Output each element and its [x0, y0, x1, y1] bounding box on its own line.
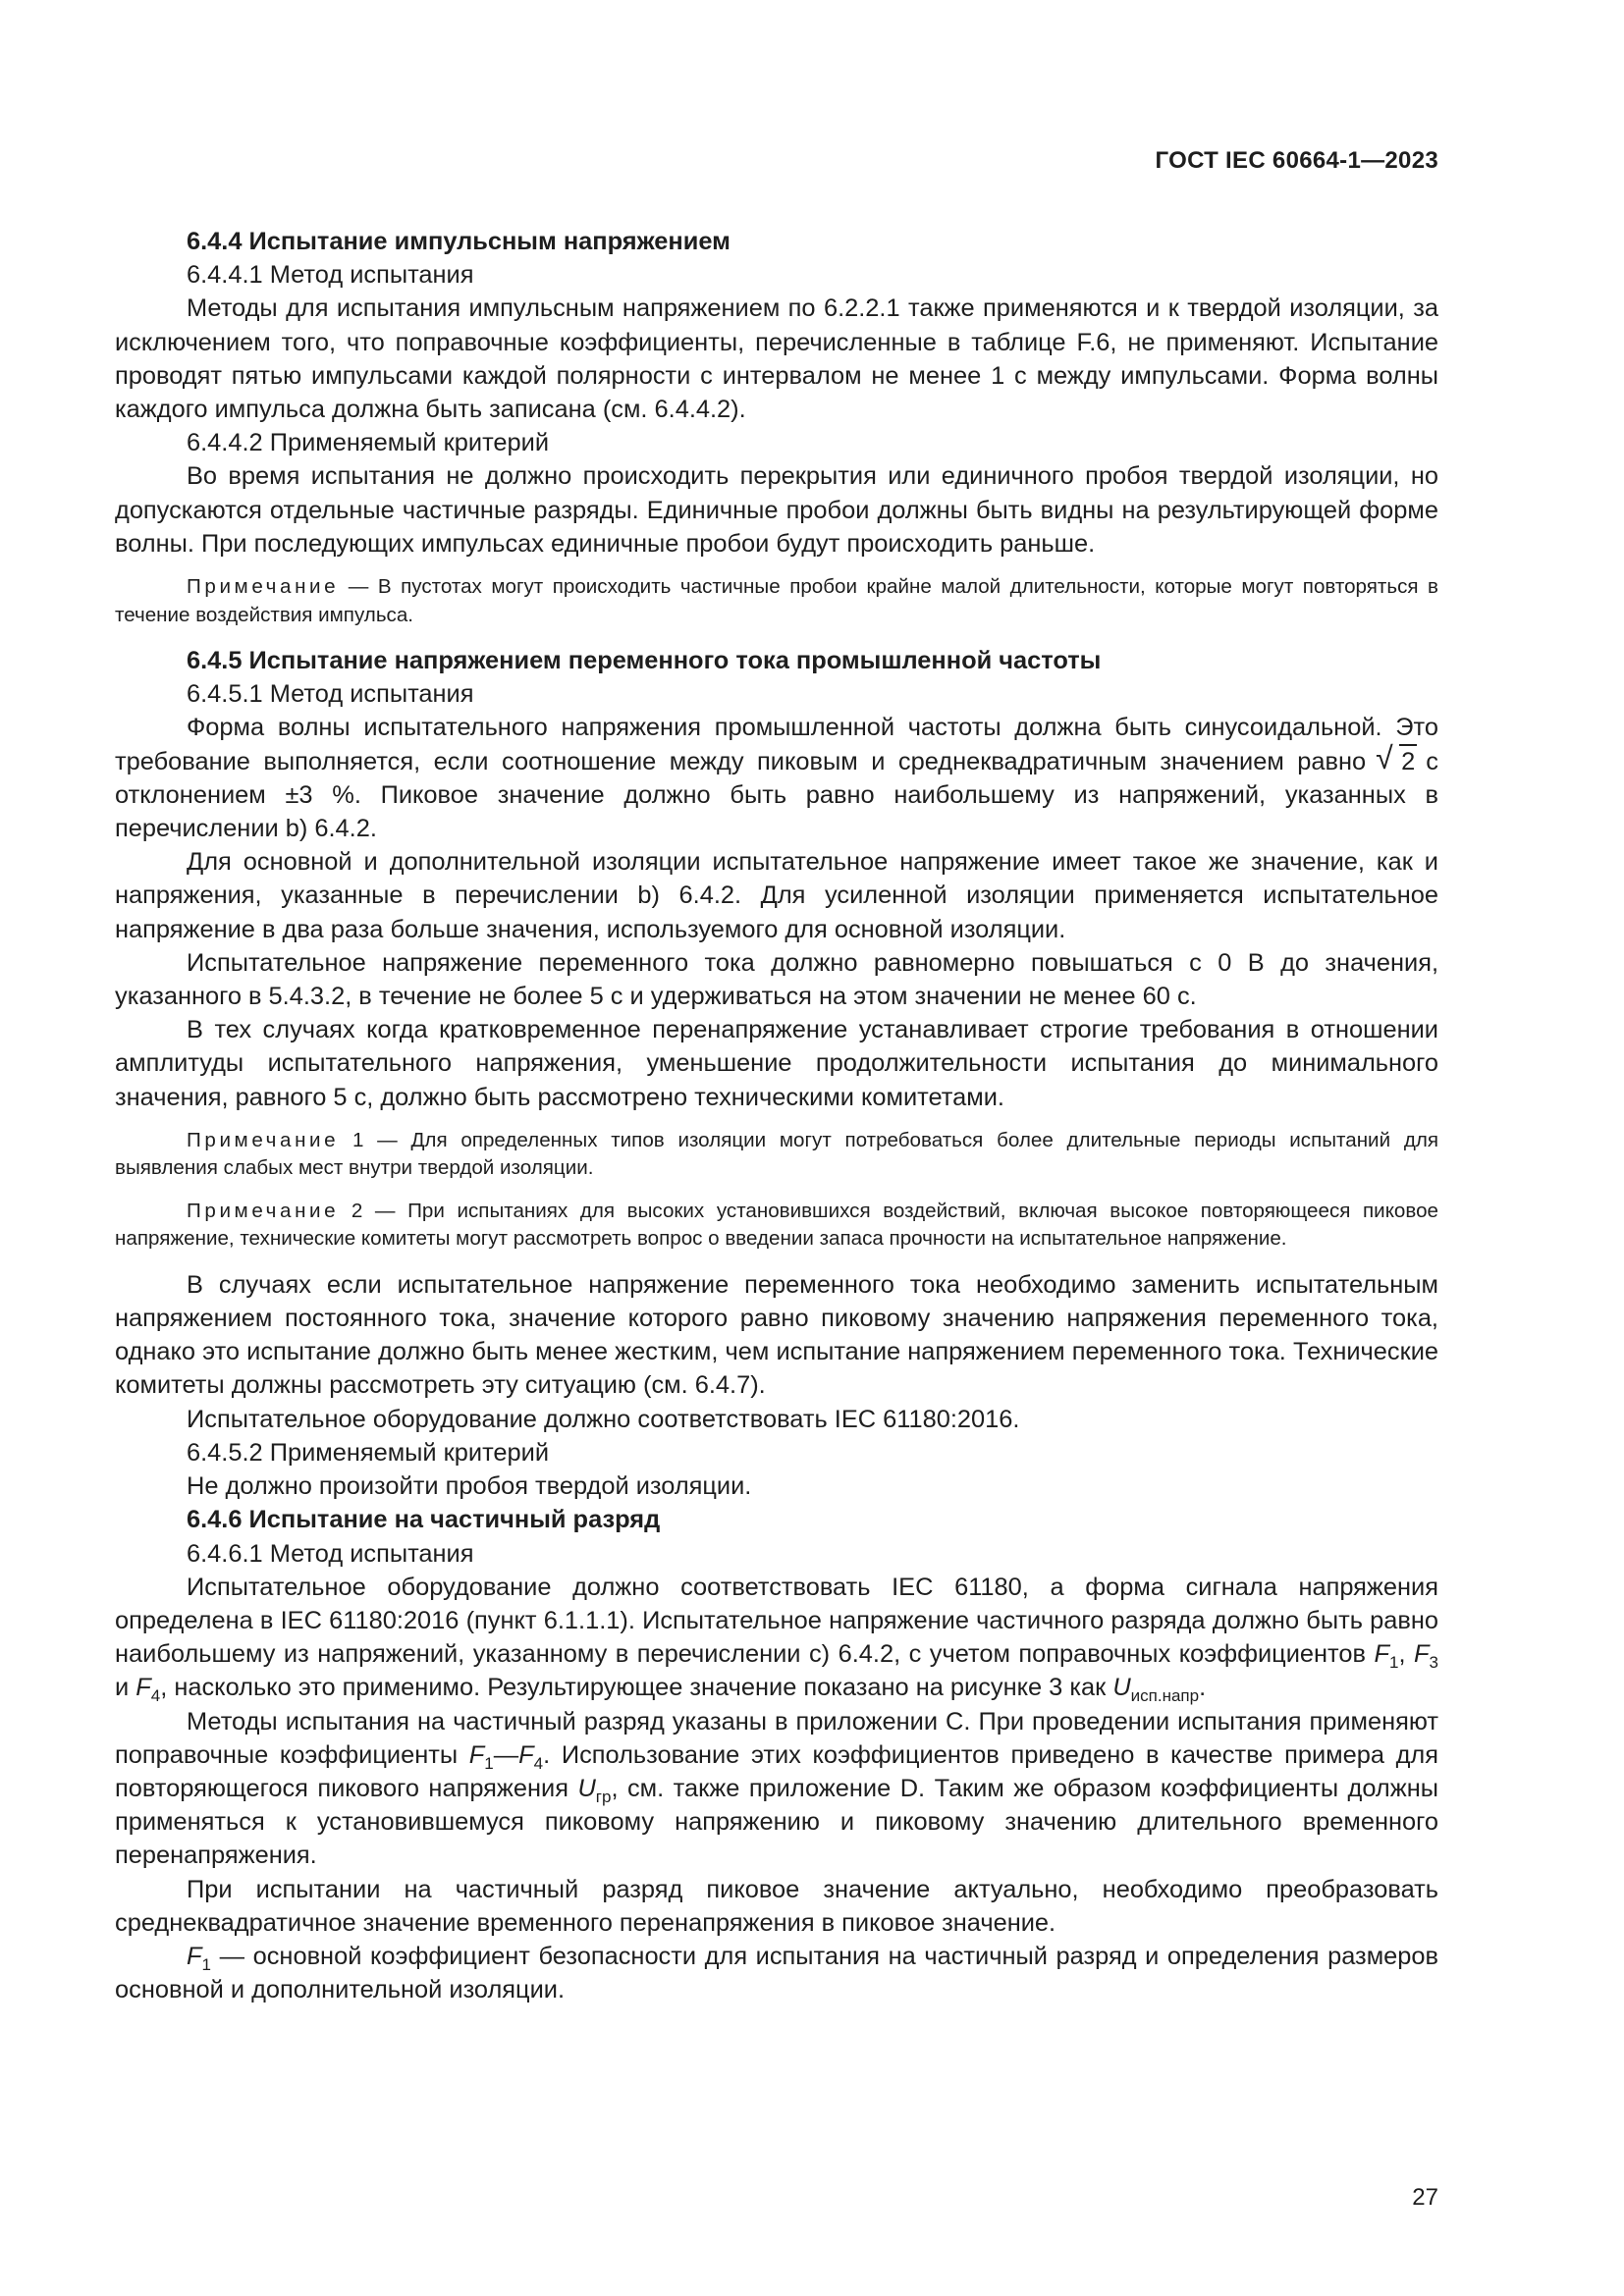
note-text: — В пустотах могут происходить частичные пробои крайне малой длительности, которые могут повторяться в течение воздействия импульса. [115, 575, 1438, 626]
radicand: 2 [1399, 744, 1417, 775]
subscript: 1 [201, 1955, 211, 1975]
subscript: 3 [1429, 1653, 1438, 1673]
text-fragment: Испытательное оборудование должно соответствовать IEC 61180, а форма сигнала напряжения определена в IEC 61180:2016 (пункт 6.1.1.1). Испытательное напряжение частичного разряда должно быть равно наибольшему из напряжений, указанному в перечислении с) 6.4.2, с учетом поправочных коэффициентов [115, 1573, 1438, 1669]
document-page [115, 137, 1438, 2258]
symbol-f: F [1414, 1640, 1430, 1669]
note-text: 2 — При испытаниях для высоких установившихся воздействий, включая высокое повторяющееся пиковое напряжение, технические комитеты могут рассмотреть вопрос о введении запаса прочности на испытательное напряжение. [115, 1199, 1438, 1251]
paragraph-voltage-ramp: Испытательное напряжение переменного тока должно равномерно повышаться с 0 В до значения, указанного в 5.4.3.2, в течение не более 5 с и удерживаться на этом значении не менее 60 с. [115, 948, 1438, 1011]
subsection-6-4-5-2-heading: 6.4.5.2 Применяемый критерий [187, 1438, 550, 1467]
note-6-4-4 [115, 573, 1438, 629]
note-label: Примечание [187, 1128, 340, 1151]
symbol-f: F [518, 1740, 534, 1769]
note-label: Примечание [187, 575, 340, 599]
text-fragment: Методы испытания на частичный разряд указаны в приложении С. При проведении испытания применяют поправочные коэффициенты [115, 1707, 1438, 1769]
radical-sign-icon: √ [1376, 739, 1393, 775]
text-fragment: , [1398, 1640, 1415, 1669]
symbol-f: F [468, 1740, 485, 1769]
text-fragment: . [1199, 1674, 1207, 1702]
paragraph-sine-waveform [115, 711, 1438, 845]
symbol-u: U [577, 1774, 596, 1802]
text-fragment: , см. также приложение D. Таким же образом коэффициенты должны применяться к установившемуся пиковому напряжению и пиковому значению длительного временного перенапряжения. [115, 1774, 1438, 1870]
paragraph-partial-discharge-equipment [115, 1571, 1438, 1705]
page-number: 27 [1412, 2184, 1438, 2211]
subsection-6-4-6-1-heading: 6.4.6.1 Метод испытания [187, 1539, 474, 1568]
text-fragment: Форма волны испытательного напряжения промышленной частоты должна быть синусоидальной. Это требование выполняется, если соотношение между пиковым и среднеквадратичным значением равно [115, 714, 1438, 775]
paragraph-f1-definition [115, 1940, 1438, 2006]
subscript: 1 [1389, 1653, 1399, 1673]
symbol-f: F [135, 1674, 151, 1702]
subscript: 1 [484, 1753, 494, 1773]
paragraph-short-overvoltage: В тех случаях когда кратковременное перенапряжение устанавливает строгие требования в отношении амплитуды испытательного напряжения, уменьшение продолжительности испытания до минимального значения, равного 5 с, должно быть рассмотрено техническими комитетами. [115, 1016, 1438, 1111]
text-fragment: . Использование этих коэффициентов приведено в качестве примера для повторяющегося пикового напряжения [115, 1740, 1438, 1802]
paragraph-6-4-4-1-method: Методы для испытания импульсным напряжением по 6.2.2.1 также применяются и к твердой изоляции, за исключением того, что поправочные коэффициенты, перечисленные в таблице F.6, не применяют. Испытание проводят пятью импульсами каждой полярности с интервалом не менее 1 с между импульсами. Форма волны каждого импульса должна быть записана (см. 6.4.4.2). [115, 294, 1438, 424]
text-fragment: , насколько это применимо. Результирующее значение показано на рисунке 3 как [160, 1674, 1113, 1702]
subscript: исп.напр [1130, 1686, 1200, 1706]
paragraph-basic-insulation-voltage: Для основной и дополнительной изоляции испытательное напряжение имеет такое же значение, как и напряжения, указанные в перечислении b) 6.4.2. Для усиленной изоляции применяется испытательное напряжение в два раза больше значения, используемого для основной изоляции. [115, 848, 1438, 943]
paragraph-test-equipment: Испытательное оборудование должно соответствовать IEC 61180:2016. [187, 1405, 1020, 1433]
text-fragment: и [115, 1674, 136, 1702]
symbol-f: F [187, 1942, 202, 1970]
subscript: гр [595, 1788, 612, 1806]
paragraph-6-4-5-2-criterion: Не должно произойти пробоя твердой изоляции. [187, 1472, 752, 1501]
section-6-4-6-heading: 6.4.6 Испытание на частичный разряд [187, 1506, 661, 1534]
text-fragment: — [493, 1740, 519, 1769]
note-label: Примечание [187, 1199, 340, 1222]
text-fragment: с отклонением ±3 %. Пиковое значение должно быть равно наибольшему из напряжений, указанных в перечислении b) 6.4.2. [115, 747, 1438, 843]
paragraph-partial-discharge-methods [115, 1705, 1438, 1873]
page-content [115, 225, 1438, 2006]
subscript: 4 [150, 1686, 161, 1706]
paragraph-6-4-4-2-criterion: Во время испытания не должно происходить перекрытия или единичного пробоя твердой изоляции, но допускаются отдельные частичные разряды. Единичные пробои должны быть видны на результирующей форме волны. При последующих импульсах единичные пробои будут происходить раньше. [115, 462, 1438, 558]
square-root-formula [1376, 739, 1420, 778]
subscript: 4 [533, 1753, 544, 1773]
note-6-4-5-2 [115, 1198, 1438, 1254]
section-6-4-5-heading: 6.4.5 Испытание напряжением переменного тока промышленной частоты [187, 647, 1102, 675]
subsection-6-4-4-2-heading: 6.4.4.2 Применяемый критерий [187, 429, 550, 457]
section-6-4-4-heading: 6.4.4 Испытание импульсным напряжением [187, 228, 731, 255]
paragraph-peak-conversion: При испытании на частичный разряд пиковое значение актуально, необходимо преобразовать среднеквадратичное значение временного перенапряжения в пиковое значение. [115, 1875, 1438, 1937]
note-6-4-5-1 [115, 1127, 1438, 1183]
document-code-header: ГОСТ IEC 60664-1—2023 [1155, 147, 1438, 174]
subsection-6-4-4-1-heading: 6.4.4.1 Метод испытания [187, 261, 474, 290]
paragraph-dc-replacement: В случаях если испытательное напряжение переменного тока необходимо заменить испытательным напряжением постоянного тока, значение которого равно пиковому значению напряжения переменного тока, однако это испытание должно быть менее жестким, чем испытание напряжением переменного тока. Технические комитеты должны рассмотреть эту ситуацию (см. 6.4.7). [115, 1270, 1438, 1400]
symbol-u: U [1112, 1674, 1131, 1702]
symbol-f: F [1374, 1640, 1389, 1669]
note-text: 1 — Для определенных типов изоляции могут потребоваться более длительные периоды испытаний для выявления слабых мест внутри твердой изоляции. [115, 1128, 1438, 1180]
subsection-6-4-5-1-heading: 6.4.5.1 Метод испытания [187, 680, 474, 709]
text-fragment: — основной коэффициент безопасности для испытания на частичный разряд и определения размеров основной и дополнительной изоляции. [115, 1942, 1438, 2004]
